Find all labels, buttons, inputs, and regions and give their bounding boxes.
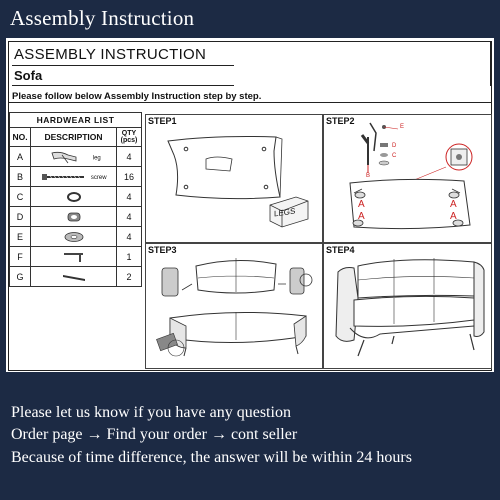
table-row — [10, 227, 142, 247]
part-letter: A — [450, 199, 457, 210]
row-no: D — [10, 207, 31, 227]
row-description — [31, 147, 117, 167]
document-title: ASSEMBLY INSTRUCTION — [14, 46, 207, 63]
row-no: G — [10, 267, 31, 287]
finished-sofa-illustration — [324, 244, 491, 368]
legs-box-label: LEGS — [274, 206, 296, 219]
row-no: B — [10, 167, 31, 187]
col-no-header: NO. — [10, 128, 31, 147]
qty-label: QTY — [121, 130, 137, 137]
row-label: leg — [92, 154, 101, 161]
step1-panel — [145, 114, 323, 243]
row-description — [31, 187, 117, 207]
nut-icon — [64, 210, 84, 224]
wrench-icon — [61, 250, 87, 264]
row-label: screw — [90, 175, 107, 182]
row-description — [31, 227, 117, 247]
part-letter: A — [450, 211, 457, 222]
qty-unit: (pcs) — [120, 137, 138, 144]
instruction-underline — [8, 102, 492, 103]
table-row — [10, 187, 142, 207]
col-qty-header — [117, 128, 142, 147]
step1-label: STEP1 — [148, 116, 177, 126]
leg-attachment-illustration — [324, 115, 491, 242]
document-subtitle: Sofa — [14, 68, 43, 83]
table-row — [10, 147, 142, 167]
flat-washer-icon — [62, 230, 86, 244]
step3-label: STEP3 — [148, 245, 177, 255]
table-row — [10, 167, 142, 187]
row-description — [31, 267, 117, 287]
row-no: C — [10, 187, 31, 207]
row-no: F — [10, 247, 31, 267]
sofa-base-frame-illustration — [146, 115, 322, 242]
step4-label: STEP4 — [326, 245, 355, 255]
part-letter: E — [400, 124, 405, 130]
footer-line-1: Please let us know if you have any question — [11, 404, 291, 421]
step2-panel — [323, 114, 492, 243]
step3-panel — [145, 243, 323, 369]
table-row — [10, 207, 142, 227]
backrest-assembly-illustration — [146, 244, 322, 368]
step4-panel — [323, 243, 492, 369]
part-letter: C — [392, 153, 397, 159]
part-letter: D — [392, 143, 397, 149]
row-description — [31, 207, 117, 227]
hardware-table — [9, 112, 142, 287]
footer-line-3: Because of time difference, the answer will be within 24 hours — [11, 449, 412, 466]
row-qty: 4 — [117, 227, 142, 247]
spring-washer-icon — [64, 190, 84, 204]
table-row — [10, 267, 142, 287]
part-letter: A — [358, 199, 365, 210]
row-qty: 4 — [117, 147, 142, 167]
row-no: E — [10, 227, 31, 247]
row-description — [31, 247, 117, 267]
instruction-sheet — [6, 38, 494, 372]
banner-title: Assembly Instruction — [10, 6, 195, 30]
leg-bracket-icon — [46, 149, 86, 165]
row-qty: 1 — [117, 247, 142, 267]
part-letter: A — [358, 211, 365, 222]
row-qty: 16 — [117, 167, 142, 187]
col-description-header: DESCRIPTION — [31, 128, 117, 147]
row-qty: 2 — [117, 267, 142, 287]
row-qty: 4 — [117, 187, 142, 207]
step2-label: STEP2 — [326, 116, 355, 126]
footer-line-2: Order page → Find your order → cont seller — [11, 426, 298, 443]
row-qty: 4 — [117, 207, 142, 227]
part-letter: B — [366, 173, 371, 179]
screw-icon — [40, 172, 86, 182]
table-row — [10, 247, 142, 267]
bar-icon — [59, 270, 89, 284]
row-no: A — [10, 147, 31, 167]
hardware-table-title: HARDWEAR LIST — [10, 113, 142, 128]
row-description — [31, 167, 117, 187]
instruction-text: Please follow below Assembly Instruction step by step. — [12, 91, 262, 102]
